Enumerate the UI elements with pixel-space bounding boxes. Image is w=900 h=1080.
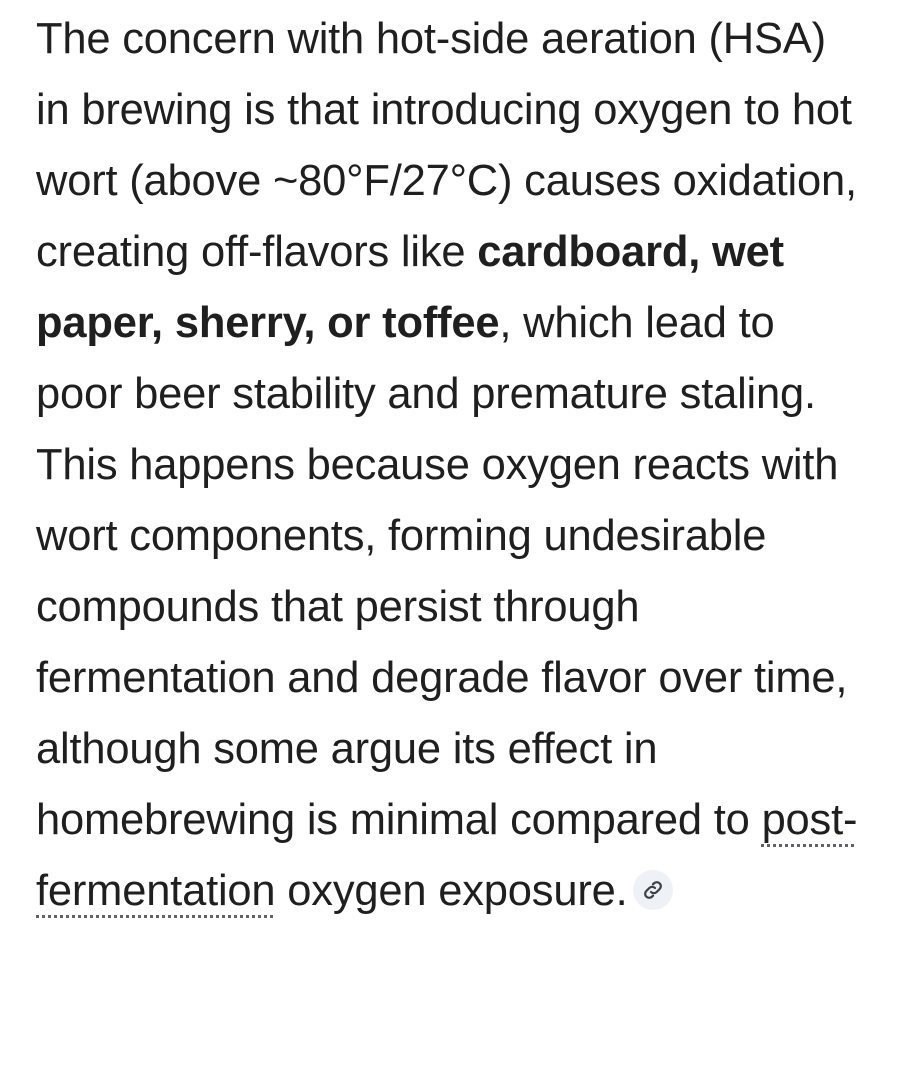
source-link-button[interactable] <box>633 870 673 910</box>
off-flavors-bold: cardboard, wet paper, sherry, or toffee <box>36 228 784 347</box>
answer-text <box>36 4 866 927</box>
post-fermentation-term-link[interactable]: post-fermentation <box>36 796 858 915</box>
answer-segment-1: The concern with hot-side aeration (HSA) in brewing is that introducing oxygen to hot wort (above ~80°F/27°C) causes oxidation, creating off-flavors like <box>36 15 857 276</box>
link-icon <box>641 878 665 902</box>
answer-segment-2: , which lead to poor beer stability and premature staling. This happens because oxygen reacts with wort components, forming undesirable compounds that persist through fermentation and degrade flavor over time, although some argue its effect in homebrewing is minimal compared to <box>36 299 848 844</box>
answer-segment-3: oxygen exposure. <box>275 867 628 915</box>
